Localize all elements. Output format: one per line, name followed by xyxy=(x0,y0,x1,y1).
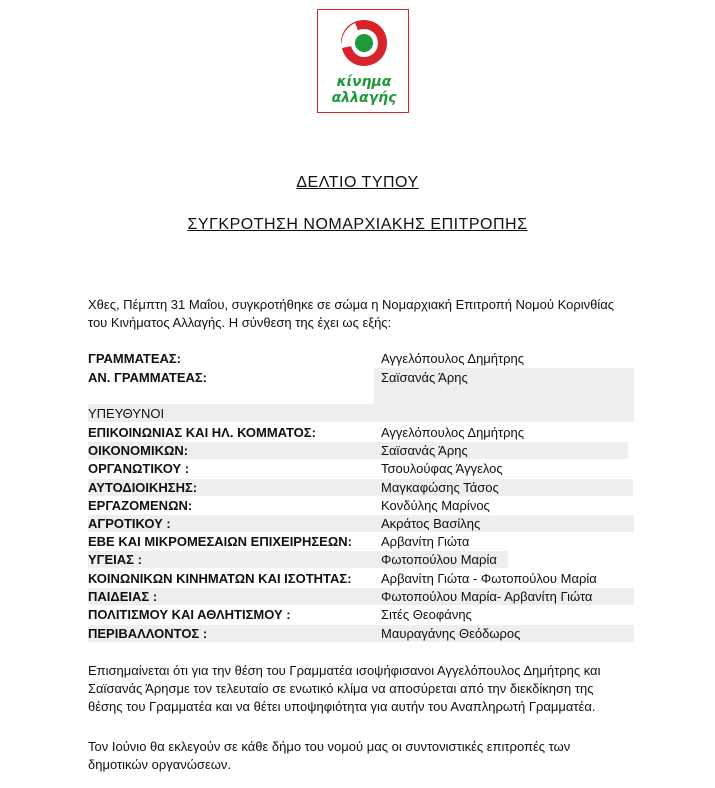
table-row xyxy=(88,606,634,623)
row-label: ΟΙΚΟΝΟΜΙΚΩΝ: xyxy=(88,443,189,458)
row-value: Σαϊσανάς Άρης xyxy=(381,443,468,458)
row-value: Σαϊσανάς Άρης xyxy=(381,370,468,385)
logo-text-line2: αλλαγής xyxy=(331,90,397,106)
row-label: ΠΕΡΙΒΑΛΛΟΝΤΟΣ : xyxy=(88,626,208,641)
paragraph-line: δημοτικών οργανώσεων. xyxy=(88,757,231,772)
table-row xyxy=(88,551,508,568)
paragraph-line: Επισημαίνεται ότι για την θέση του Γραμματέα ισοψήφισανοι Αγγελόπουλος Δημήτρης και xyxy=(88,663,601,678)
paragraph-line: θέσης του Γραμματέα και να θέτει υποψηφιότητα για αυτήν του Αναπληρωτή Γραμματέα. xyxy=(88,699,596,714)
table-row xyxy=(88,442,628,459)
paragraph-line: Τον Ιούνιο θα εκλεγούν σε κάθε δήμο του νομού μας οι συντονιστικές επιτροπές των xyxy=(88,739,571,754)
intro-line: του Κινήματος Αλλαγής. Η σύνθεση της έχει ως εξής: xyxy=(88,315,392,330)
paragraph-june xyxy=(88,738,643,774)
table-row xyxy=(88,515,634,532)
row-label: ΑΥΤΟΔΙΟΙΚΗΣΗΣ: xyxy=(88,480,198,495)
row-value: Σιτές Θεοφάνης xyxy=(381,607,472,622)
row-label: ΚΟΙΝΩΝΙΚΩΝ ΚΙΝΗΜΑΤΩΝ ΚΑΙ ΙΣΟΤΗΤΑΣ: xyxy=(88,571,352,586)
table-row xyxy=(88,460,634,477)
row-label: ΠΑΙΔΕΙΑΣ : xyxy=(88,589,158,604)
row-label: ΑΝ. ΓΡΑΜΜΑΤΕΑΣ: xyxy=(88,370,208,385)
table-row xyxy=(88,424,634,441)
committee-title: ΣΥΓΚΡΟΤΗΣΗ ΝΟΜΑΡΧΙΑΚΗΣ ΕΠΙΤΡΟΠΗΣ xyxy=(187,216,528,233)
row-label: ΠΟΛΙΤΙΣΜΟΥ ΚΑΙ ΑΘΛΗΤΙΣΜΟΥ : xyxy=(88,607,291,622)
logo-text-line1: κίνημα xyxy=(336,74,392,90)
row-value: Αρβανίτη Γιώτα - Φωτοπούλου Μαρία xyxy=(381,571,597,586)
press-release-title: ΔΕΛΤΙΟ ΤΥΠΟΥ xyxy=(296,174,419,191)
row-value: Κονδύλης Μαρίνος xyxy=(381,498,490,513)
row-value: Φωτοπούλου Μαρία- Αρβανίτη Γιώτα xyxy=(381,589,593,604)
table-row xyxy=(88,570,634,587)
party-logo xyxy=(317,9,409,113)
row-value: Φωτοπούλου Μαρία xyxy=(381,552,497,567)
intro-line: Χθες, Πέμπτη 31 Μαΐου, συγκροτήθηκε σε σώμα η Νομαρχιακή Επιτροπή Νομού Κορινθίας xyxy=(88,297,615,312)
row-label: ΕΠΙΚΟΙΝΩΝΙΑΣ ΚΑΙ ΗΛ. ΚΟΜΜΑΤΟΣ: xyxy=(88,425,316,440)
row-label: ΕΒΕ ΚΑΙ ΜΙΚΡΟΜΕΣΑΙΩΝ ΕΠΙΧΕΙΡΗΣΕΩΝ: xyxy=(88,534,352,549)
row-label: ΥΓΕΙΑΣ : xyxy=(88,552,142,567)
table-row xyxy=(88,479,633,496)
row-value: Αρβανίτη Γιώτα xyxy=(381,534,470,549)
row-label: ΓΡΑΜΜΑΤΕΑΣ: xyxy=(88,351,182,366)
row-value: Μαυραγάνης Θεόδωρος xyxy=(381,626,521,641)
logo-rose-icon xyxy=(337,16,391,70)
table-row xyxy=(88,588,634,605)
table-row xyxy=(88,533,634,550)
row-value: Αγγελόπουλος Δημήτρης xyxy=(381,425,525,440)
row-label: ΕΡΓΑΖΟΜΕΝΩΝ: xyxy=(88,498,193,513)
row-value: Τσουλούφας Άγγελος xyxy=(381,461,503,476)
table-row xyxy=(88,625,634,642)
row-label: ΑΓΡΟΤΙΚΟΥ : xyxy=(88,516,171,531)
row-label: ΟΡΓΑΝΩΤΙΚΟΥ : xyxy=(88,461,190,476)
table-row xyxy=(88,497,634,514)
table-row xyxy=(88,350,634,367)
row-value: Μαγκαφώσης Τάσος xyxy=(381,480,499,495)
table-row xyxy=(88,405,634,422)
table-row xyxy=(88,369,634,386)
row-value: Ακράτος Βασίλης xyxy=(381,516,481,531)
paragraph-line: Σαϊσανάς Άρησμε τον τελευταίο σε ενωτικό κλίμα να αποσύρεται από την διεκδίκηση της xyxy=(88,681,594,696)
paragraph-secretary xyxy=(88,662,643,716)
intro-paragraph xyxy=(88,296,643,332)
row-value: Αγγελόπουλος Δημήτρης xyxy=(381,351,525,366)
row-label: ΥΠΕΥΘΥΝΟΙ xyxy=(88,406,165,421)
